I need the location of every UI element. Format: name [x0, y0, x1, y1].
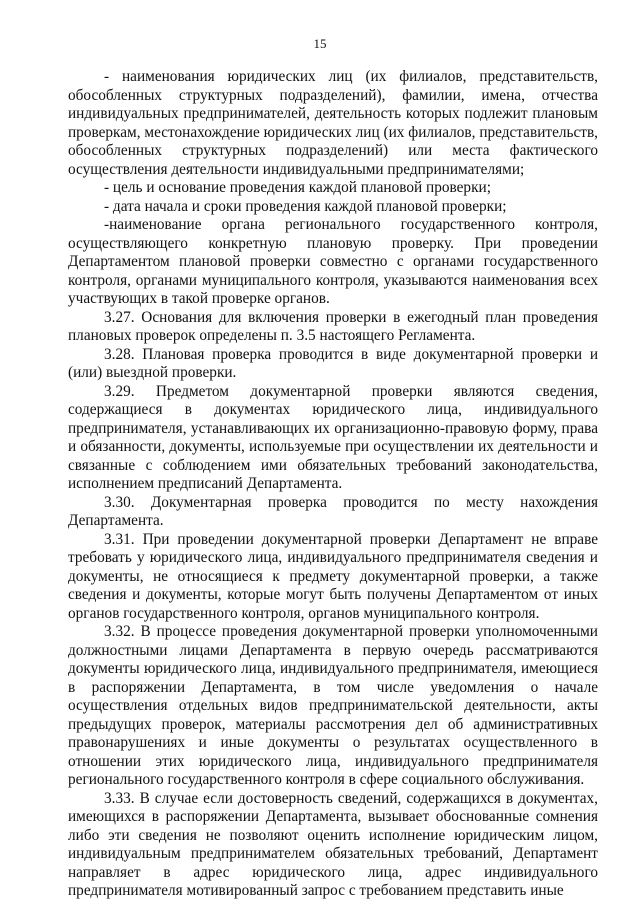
page-number: 15 [313, 36, 327, 51]
document-body [68, 68, 598, 901]
clause-3-29: 3.29. Предметом документарной проверки являются сведения, содержащиеся в документах юридического лица, индивидуального предпринимателя, устанавливающих их организационно-правовую форму, права и обязанности, документы, используемые при осуществлении их деятельности и связанные с соблюдением ими обязательных требований законодательства, исполнением предписаний Департамента. [68, 382, 598, 492]
list-item-purpose: - цель и основание проведения каждой плановой проверки; [104, 179, 491, 196]
list-item-control-body: -наименование органа регионального государственного контроля, осуществляющего конкретную плановую проверку. При проведении Департаментом плановой проверки совместно с органами государственного контроля, органами муниципального контроля, указываются наименования всех участвующих в такой проверке органов. [68, 216, 598, 307]
clause-3-27: 3.27. Основания для включения проверки в ежегодный план проведения плановых проверок определены п. 3.5 настоящего Регламента. [68, 308, 598, 344]
list-item-dates: - дата начала и сроки проведения каждой плановой проверки; [104, 197, 507, 215]
clause-3-28: 3.28. Плановая проверка проводится в виде документарной проверки и (или) выездной проверки. [68, 345, 598, 381]
clause-3-33: 3.33. В случае если достоверность сведений, содержащихся в документах, имеющихся в распоряжении Департамента, вызывает обоснованные сомнения либо эти сведения не позволяют оценить исполнение юридическим лицом, индивидуальным предпринимателем обязательных требований, Департамент направляет в адрес юридического лица, адрес индивидуального предпринимателя мотивированный запрос с требованием представить иные [68, 789, 598, 899]
clause-3-32: 3.32. В процессе проведения документарной проверки уполномоченными должностными лицами Департамента в первую очередь рассматриваются документы юридического лица, индивидуального предпринимателя, имеющиеся в распоряжении Департамента, в том числе уведомления о начале осуществления отдельных видов предпринимательской деятельности, акты предыдущих проверок, материалы рассмотрения дел об административных правонарушениях и иные документы о результатах осуществленного в отношении этих юридического лица, индивидуального предпринимателя регионального государственного контроля в сфере социального обслуживания. [68, 623, 598, 788]
clause-3-31: 3.31. При проведении документарной проверки Департамент не вправе требовать у юридического лица, индивидуального предпринимателя сведения и документы, не относящиеся к предмету документарной проверки, а также сведения и документы, которые могут быть получены Департаментом от иных органов государственного контроля, органов муниципального контроля. [68, 530, 598, 622]
clause-3-30: 3.30. Документарная проверка проводится по месту нахождения Департамента. [68, 493, 598, 529]
list-item-names: - наименования юридических лиц (их филиалов, представительств, обособленных структурных подразделений), фамилии, имена, отчества индивидуальных предпринимателей, деятельность которых подлежит плановым проверкам, местонахождение юридических лиц (их филиалов, представительств, обособленных структурных подразделений) или места фактического осуществления деятельности индивидуальными предпринимателями; [68, 68, 598, 178]
